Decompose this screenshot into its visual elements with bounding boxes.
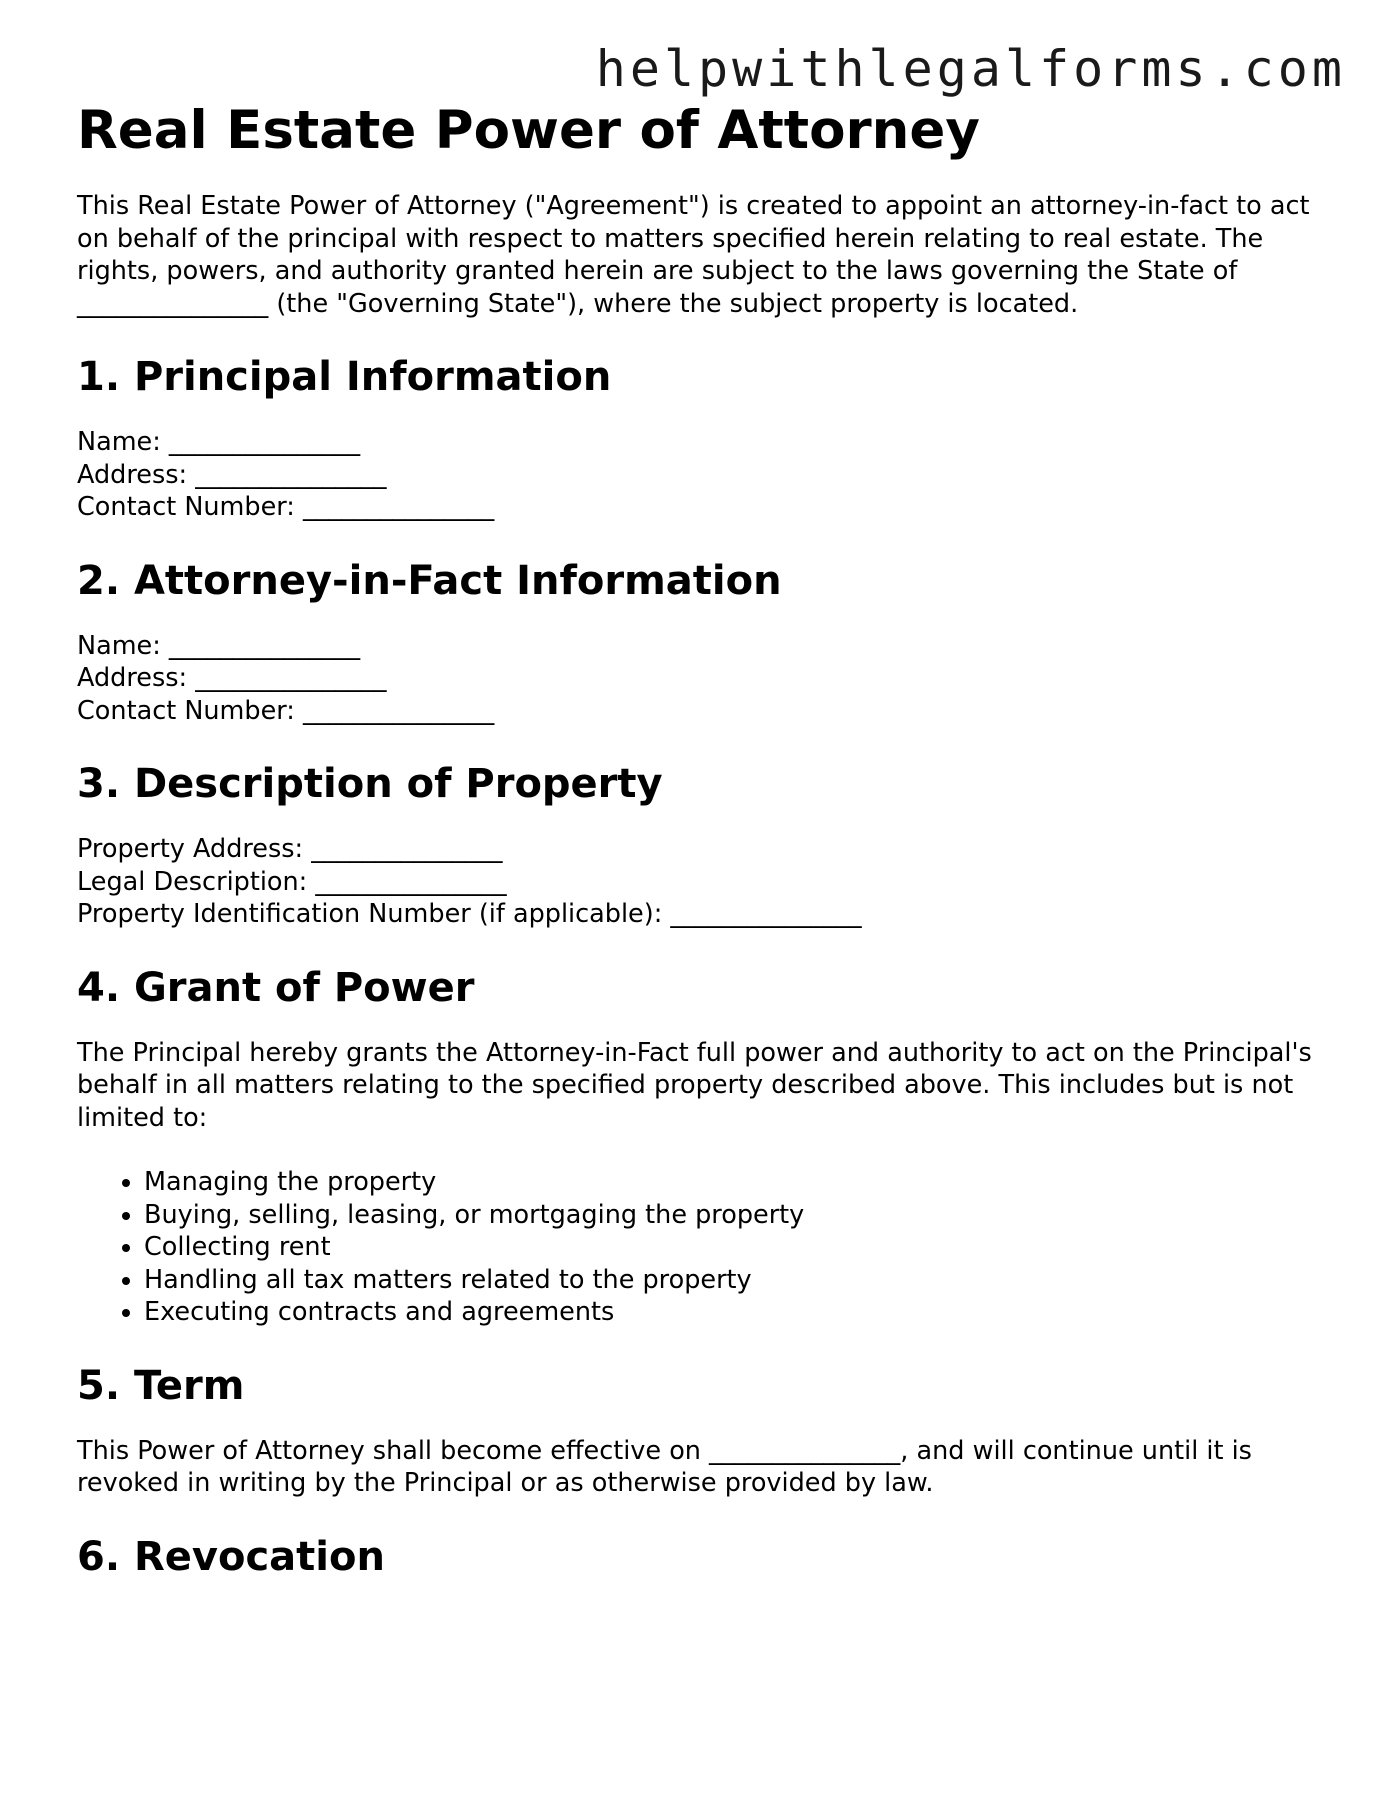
section-heading: 6. Revocation bbox=[77, 1533, 385, 1580]
list-item: • Managing the property bbox=[144, 1166, 1327, 1199]
principal-contact-field: Contact Number: _______________ bbox=[77, 492, 495, 522]
section-heading: 4. Grant of Power bbox=[77, 964, 475, 1011]
term-paragraph: This Power of Attorney shall become effective on _______________, and will continue until it is revoked in writing by the Principal or as otherwise provided by law. bbox=[77, 1435, 1252, 1498]
attorney-fields bbox=[77, 630, 1327, 728]
list-item: • Handling all tax matters related to the property bbox=[144, 1264, 1327, 1297]
property-fields bbox=[77, 833, 1327, 931]
section-revocation bbox=[77, 1532, 1327, 1582]
section-heading: 1. Principal Information bbox=[77, 354, 612, 400]
attorney-address-field: Address: _______________ bbox=[77, 663, 387, 693]
list-item: • Executing contracts and agreements bbox=[144, 1296, 1327, 1329]
property-address-field: Property Address: _______________ bbox=[77, 834, 503, 864]
property-legal-description-field: Legal Description: _______________ bbox=[77, 866, 507, 897]
document-body bbox=[77, 96, 1327, 1606]
attorney-contact-field: Contact Number: _______________ bbox=[77, 695, 495, 726]
section-term bbox=[77, 1361, 1327, 1500]
section-heading: 3. Description of Property bbox=[77, 761, 663, 807]
grant-power-list bbox=[77, 1166, 1327, 1329]
intro-paragraph: This Real Estate Power of Attorney ("Agreement") is created to appoint an attorney-in-fact to act on behalf of the principal with respect to matters specified herein relating to real estate. The rights, powers, and authority granted herein are subject to the laws governing the State of _______________ (the "Governing State"), where the subject property is located. bbox=[77, 191, 1310, 319]
document-title: Real Estate Power of Attorney bbox=[77, 100, 980, 161]
list-item: • Buying, selling, leasing, or mortgaging the property bbox=[144, 1199, 1327, 1232]
section-grant-of-power bbox=[77, 963, 1327, 1329]
principal-fields bbox=[77, 426, 1327, 524]
property-id-number-field: Property Identification Number (if applicable): _______________ bbox=[77, 899, 862, 929]
section-heading: 5. Term bbox=[77, 1362, 245, 1409]
list-item: • Collecting rent bbox=[144, 1231, 1327, 1264]
section-property-description bbox=[77, 759, 1327, 931]
principal-name-field: Name: _______________ bbox=[77, 427, 361, 457]
section-heading: 2. Attorney-in-Fact Information bbox=[77, 557, 782, 604]
section-attorney-information bbox=[77, 556, 1327, 728]
site-watermark: helpwithlegalforms.com bbox=[595, 40, 1346, 98]
section-principal-information bbox=[77, 352, 1327, 524]
grant-paragraph: The Principal hereby grants the Attorney-in-Fact full power and authority to act on the Principal's behalf in all matters relating to the specified property described above. This includes but is not limited to: bbox=[77, 1037, 1312, 1133]
principal-address-field: Address: _______________ bbox=[77, 459, 387, 490]
attorney-name-field: Name: _______________ bbox=[77, 630, 361, 661]
